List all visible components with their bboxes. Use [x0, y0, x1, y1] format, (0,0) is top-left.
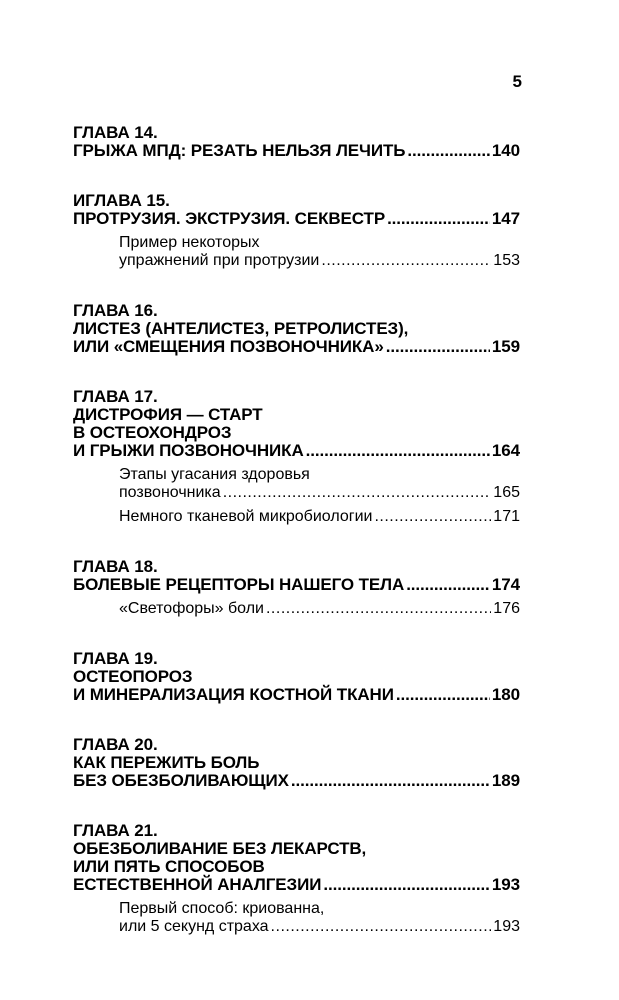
chapter-page-number: 180: [491, 685, 520, 704]
subentry-entry: [119, 508, 520, 526]
dot-leader: [266, 600, 491, 618]
subentry-text: Немного тканевой микробиологии: [119, 508, 373, 525]
chapter-title-text: ЕСТЕСТВЕННОЙ АНАЛГЕЗИИ: [73, 875, 322, 894]
subentry-entry: [119, 484, 520, 502]
chapter-title-line: ЛИСТЕЗ (АНТЕЛИСТЕЗ, РЕТРОЛИСТЕЗ),: [73, 319, 409, 338]
chapter-page-number: 147: [491, 209, 520, 228]
toc-chapter: [73, 558, 520, 618]
chapter-title-text: БЕЗ ОБЕЗБОЛИВАЮЩИХ: [73, 771, 289, 790]
chapter-heading: ГЛАВА 18.: [73, 557, 158, 576]
chapter-title-line: КАК ПЕРЕЖИТЬ БОЛЬ: [73, 753, 260, 772]
chapter-title-text: БОЛЕВЫЕ РЕЦЕПТОРЫ НАШЕГО ТЕЛА: [73, 575, 405, 594]
chapter-title-text: ГРЫЖА МПД: РЕЗАТЬ НЕЛЬЗЯ ЛЕЧИТЬ: [73, 141, 406, 160]
chapter-title-text: ИЛИ «СМЕЩЕНИЯ ПОЗВОНОЧНИКА»: [73, 337, 384, 356]
subentry-text: или 5 секунд страха: [119, 918, 269, 935]
chapter-title-entry: [73, 876, 520, 894]
chapter-heading: ГЛАВА 19.: [73, 649, 158, 668]
dot-leader: [223, 484, 492, 502]
chapter-title-line: ОСТЕОПОРОЗ: [73, 667, 193, 686]
chapter-heading: ГЛАВА 14.: [73, 123, 158, 142]
toc-chapter: [73, 822, 520, 936]
chapter-heading: ГЛАВА 16.: [73, 301, 158, 320]
chapter-page-number: 164: [491, 441, 520, 460]
chapter-title-entry: [73, 338, 520, 356]
table-of-contents: [73, 124, 520, 968]
chapter-title-line: В ОСТЕОХОНДРОЗ: [73, 423, 232, 442]
dot-leader: [406, 576, 490, 594]
page-number: 5: [512, 72, 522, 91]
dot-leader: [306, 442, 490, 460]
toc-chapter: [73, 192, 520, 270]
dot-leader: [291, 772, 490, 790]
dot-leader: [387, 210, 490, 228]
chapter-page-number: 174: [491, 575, 520, 594]
toc-chapter: [73, 124, 520, 160]
dot-leader: [374, 508, 491, 526]
chapter-page-number: 189: [491, 771, 520, 790]
toc-subentry: [119, 900, 520, 936]
chapter-title-entry: [73, 210, 520, 228]
subentry-text: «Светофоры» боли: [119, 600, 264, 617]
toc-subentry: [119, 234, 520, 270]
chapter-title-entry: [73, 442, 520, 460]
chapter-page-number: 140: [491, 141, 520, 160]
chapter-page-number: 193: [491, 875, 520, 894]
subentry-entry: [119, 918, 520, 936]
subentry-line: Пример некоторых: [119, 234, 260, 251]
chapter-title-entry: [73, 772, 520, 790]
subentry-page-number: 153: [493, 252, 520, 269]
toc-subentry: [119, 508, 520, 526]
subentry-page-number: 176: [493, 600, 520, 617]
toc-chapter: [73, 388, 520, 526]
subentry-page-number: 171: [493, 508, 520, 525]
chapter-heading: ГЛАВА 17.: [73, 387, 158, 406]
toc-chapter: [73, 302, 520, 356]
toc-chapter: [73, 650, 520, 704]
chapter-title-entry: [73, 686, 520, 704]
subentry-page-number: 193: [493, 918, 520, 935]
subentry-entry: [119, 600, 520, 618]
subentry-page-number: 165: [493, 484, 520, 501]
chapter-heading: ГЛАВА 21.: [73, 821, 158, 840]
chapter-title-line: ДИСТРОФИЯ — СТАРТ: [73, 405, 263, 424]
toc-subentry: [119, 466, 520, 502]
dot-leader: [271, 918, 492, 936]
subentry-line: Этапы угасания здоровья: [119, 466, 310, 483]
chapter-heading: ГЛАВА 20.: [73, 735, 158, 754]
subentry-entry: [119, 252, 520, 270]
chapter-title-entry: [73, 576, 520, 594]
chapter-title-text: И ГРЫЖИ ПОЗВОНОЧНИКА: [73, 441, 304, 460]
subentry-text: позвоночника: [119, 484, 221, 501]
toc-chapter: [73, 736, 520, 790]
chapter-title-text: ПРОТРУЗИЯ. ЭКСТРУЗИЯ. СЕКВЕСТР: [73, 209, 386, 228]
chapter-title-line: ОБЕЗБОЛИВАНИЕ БЕЗ ЛЕКАРСТВ,: [73, 839, 367, 858]
chapter-title-line: ИЛИ ПЯТЬ СПОСОБОВ: [73, 857, 265, 876]
dot-leader: [396, 686, 490, 704]
dot-leader: [386, 338, 490, 356]
subentry-text: упражнений при протрузии: [119, 252, 320, 269]
chapter-heading: ИГЛАВА 15.: [73, 191, 170, 210]
dot-leader: [407, 142, 490, 160]
subentry-line: Первый способ: криованна,: [119, 900, 325, 917]
dot-leader: [321, 252, 491, 270]
chapter-title-entry: [73, 142, 520, 160]
chapter-title-text: И МИНЕРАЛИЗАЦИЯ КОСТНОЙ ТКАНИ: [73, 685, 394, 704]
chapter-page-number: 159: [491, 337, 520, 356]
dot-leader: [323, 876, 490, 894]
toc-subentry: [119, 600, 520, 618]
